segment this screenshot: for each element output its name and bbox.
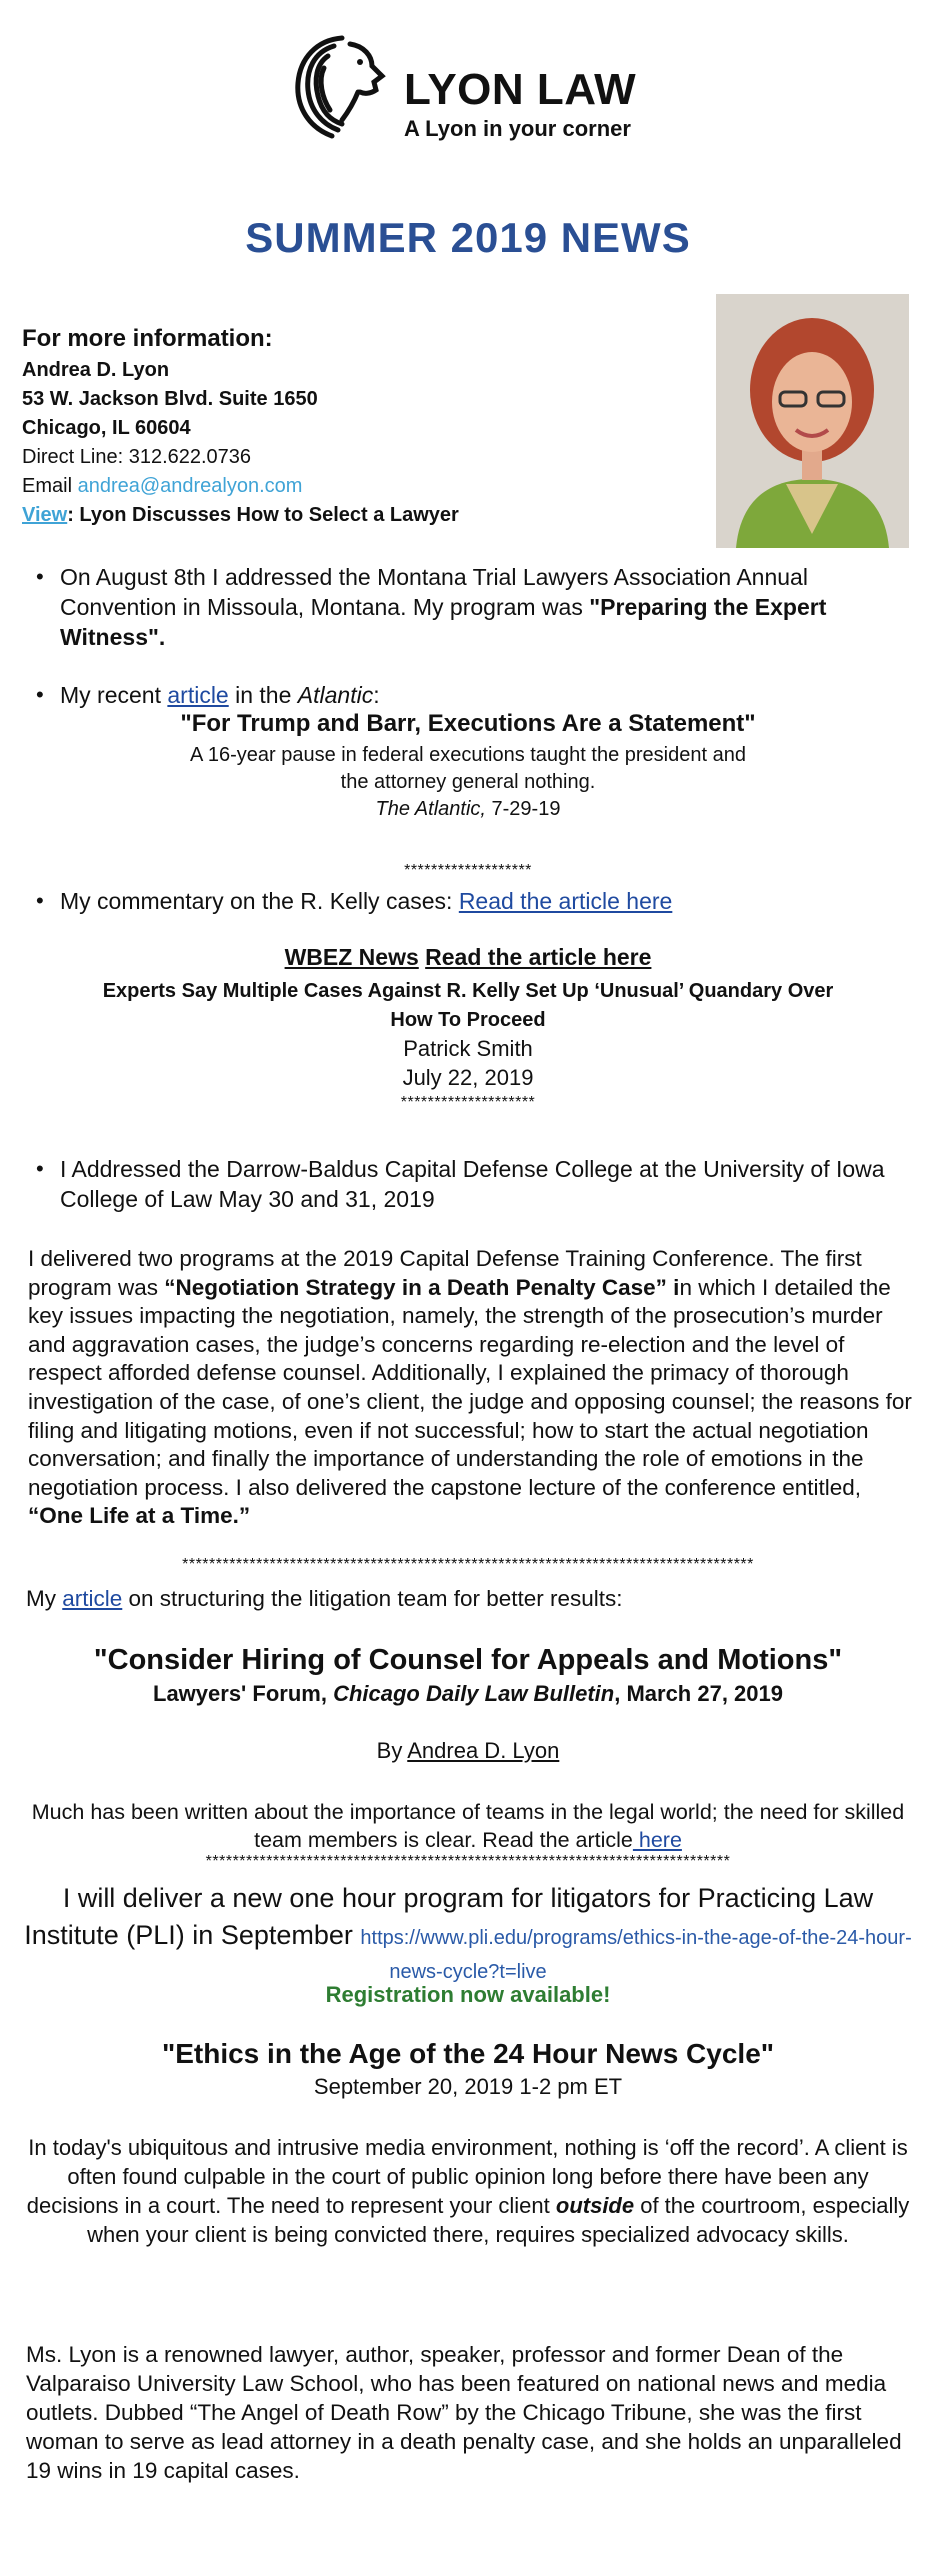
wbez-row xyxy=(0,944,936,971)
atlantic-citation-date: 7-29-19 xyxy=(485,798,561,820)
divider-stars-3: ************************************************************************************* xyxy=(182,1556,754,1573)
pli-link[interactable]: https://www.pli.edu/programs/ethics-in-the-age-of-the-24-hour-news-cycle?t=live xyxy=(360,1927,912,1983)
bio-paragraph: Ms. Lyon is a renowned lawyer, author, speaker, professor and former Dean of the Valparaiso University Law School, who has been featured on national news and media outlets. Dubbed “The Angel of Death Row” by the Chicago Tribune, she was the first woman to serve as lead attorney in a death penalty case, and she holds an unparalleled 19 wins in 19 capital cases. xyxy=(26,2342,902,2483)
atlantic-citation-source: The Atlantic, xyxy=(375,798,486,820)
rkelly-byline xyxy=(0,1034,936,1092)
pli-registration: Registration now available! xyxy=(325,1982,611,2007)
article-forum-a: Lawyers' Forum, xyxy=(153,1681,334,1706)
rkelly-date: July 22, 2019 xyxy=(402,1065,534,1090)
article-forum-publication: Chicago Daily Law Bulletin xyxy=(333,1681,615,1706)
atlantic-subhead xyxy=(0,742,936,823)
news-item-atlantic xyxy=(60,680,910,710)
news-item-iowa: • I Addressed the Darrow-Baldus Capital Defense College at the University of Iowa College of Law May 30 and 31, 2019 xyxy=(60,1154,910,1214)
wbez-news-link[interactable]: WBEZ News xyxy=(284,944,419,970)
article-body-text: Much has been written about the importance of teams in the legal world; the need for skilled team members is clear. Read the article xyxy=(31,1800,905,1852)
view-link[interactable]: View xyxy=(22,504,68,526)
article-body xyxy=(26,1798,910,1854)
brand-tagline: A Lyon in your corner xyxy=(404,116,631,141)
pli-desc-c: of the courtroom, especially when your client is being convicted there, requires specialized advocacy skills. xyxy=(87,2193,910,2247)
rkelly-author: Patrick Smith xyxy=(403,1036,533,1061)
view-row xyxy=(22,501,459,530)
item2-source: Atlantic xyxy=(297,682,374,708)
article-pre: My xyxy=(26,1586,63,1611)
portrait-image xyxy=(716,294,909,548)
pli-announcement xyxy=(24,1882,912,1990)
programs-title-capstone: “One Life at a Time.” xyxy=(28,1503,251,1529)
programs-paragraph xyxy=(28,1245,912,1531)
atlantic-article-link[interactable]: article xyxy=(167,682,229,708)
pli-text: I will deliver a new one hour program for litigators for Practicing Law Institute (PLI) in September xyxy=(24,1883,874,1950)
contact-heading: For more information: xyxy=(22,325,273,352)
pli-program-date: September 20, 2019 1-2 pm ET xyxy=(313,2074,623,2099)
pli-desc-outside: outside xyxy=(555,2193,635,2218)
article-here-link[interactable]: here xyxy=(632,1828,682,1852)
contact-address-line2: Chicago, IL 60604 xyxy=(22,417,191,439)
article-forum-date: , March 27, 2019 xyxy=(614,1681,783,1706)
rkelly-headline xyxy=(0,977,936,1035)
article-author-link[interactable]: Andrea D. Lyon xyxy=(407,1738,560,1763)
article-post: on structuring the litigation team for better results: xyxy=(122,1586,623,1611)
item3-text: My commentary on the R. Kelly cases: xyxy=(60,888,459,914)
contact-block xyxy=(22,322,459,530)
view-text: : Lyon Discusses How to Select a Lawyer xyxy=(67,504,459,526)
item2-pre: My recent xyxy=(60,682,168,708)
programs-text-a: I delivered two programs at the 2019 Capital Defense Training Conference. The first program was xyxy=(28,1246,862,1300)
contact-person: Andrea D. Lyon xyxy=(22,359,170,381)
contact-address-line1: 53 W. Jackson Blvd. Suite 1650 xyxy=(22,388,318,410)
programs-title-negotiation: “Negotiation Strategy in a Death Penalty Case” i xyxy=(164,1274,680,1300)
news-item-montana xyxy=(60,562,910,652)
divider-stars-2: ******************** xyxy=(400,1094,536,1111)
item2-mid: in the xyxy=(228,682,298,708)
article-intro xyxy=(26,1585,910,1614)
programs-text-c: n which I detailed the key issues impacting the negotiation, namely, the strength of the prosecution’s murder and aggravation cases, the judge’s concerns regarding re-election and the level of respect afforded defense counsel. Additionally, I explained the primacy of thorough investigation of the case, of one’s client, the judge and opposing counsel; the reasons for filing and litigating motions, even if not successful; how to start the actual negotiation conversation; and finally the importance of understanding the role of emotions in the negotiation process. I also delivered the capstone lecture of the conference entitled, xyxy=(28,1274,912,1500)
atlantic-subhead-line1: A 16-year pause in federal executions taught the president and xyxy=(190,744,746,766)
email-link[interactable]: andrea@andrealyon.com xyxy=(77,475,303,497)
article-byline xyxy=(0,1738,936,1764)
atlantic-headline: "For Trump and Barr, Executions Are a Statement" xyxy=(180,710,756,737)
item1-program: "Preparing the Expert Witness". xyxy=(60,594,827,650)
team-article-link[interactable]: article xyxy=(62,1586,123,1611)
lion-logo-icon xyxy=(272,28,390,146)
rkelly-article-link[interactable]: Read the article here xyxy=(458,888,673,914)
item2-post: : xyxy=(373,682,380,708)
rkelly-headline-line2: How To Proceed xyxy=(390,1009,546,1031)
author-photo xyxy=(716,294,909,548)
newsletter-title: SUMMER 2019 NEWS xyxy=(245,214,691,261)
rkelly-headline-line1: Experts Say Multiple Cases Against R. Kelly Set Up ‘Unusual’ Quandary Over xyxy=(102,980,834,1002)
news-item-rkelly xyxy=(60,886,910,916)
header xyxy=(0,28,936,148)
article-headline: "Consider Hiring of Counsel for Appeals and Motions" xyxy=(93,1644,843,1676)
brand-name: LYON LAW xyxy=(404,65,637,114)
pli-description xyxy=(26,2133,910,2249)
email-label: Email xyxy=(22,475,73,497)
divider-stars: ******************* xyxy=(404,862,532,879)
contact-phone: Direct Line: 312.622.0736 xyxy=(22,446,252,468)
wbez-read-link[interactable]: Read the article here xyxy=(425,944,652,970)
contact-email-row xyxy=(22,472,459,501)
item1-text: On August 8th I addressed the Montana Trial Lawyers Association Annual Convention in Missoula, Montana. My program was xyxy=(60,564,808,620)
pli-program-title: "Ethics in the Age of the 24 Hour News Cycle" xyxy=(161,2038,775,2069)
article-forum xyxy=(0,1681,936,1707)
atlantic-subhead-line2: the attorney general nothing. xyxy=(340,771,596,793)
article-by: By xyxy=(376,1738,408,1763)
divider-stars-4: ****************************************************************************** xyxy=(205,1853,731,1870)
pli-desc-a: In today's ubiquitous and intrusive media environment, nothing is ‘off the record’. A client is often found culpable in the court of public opinion long before there have been any decisions in a court. The need to represent your client xyxy=(26,2135,908,2218)
atlantic-citation xyxy=(0,796,936,823)
